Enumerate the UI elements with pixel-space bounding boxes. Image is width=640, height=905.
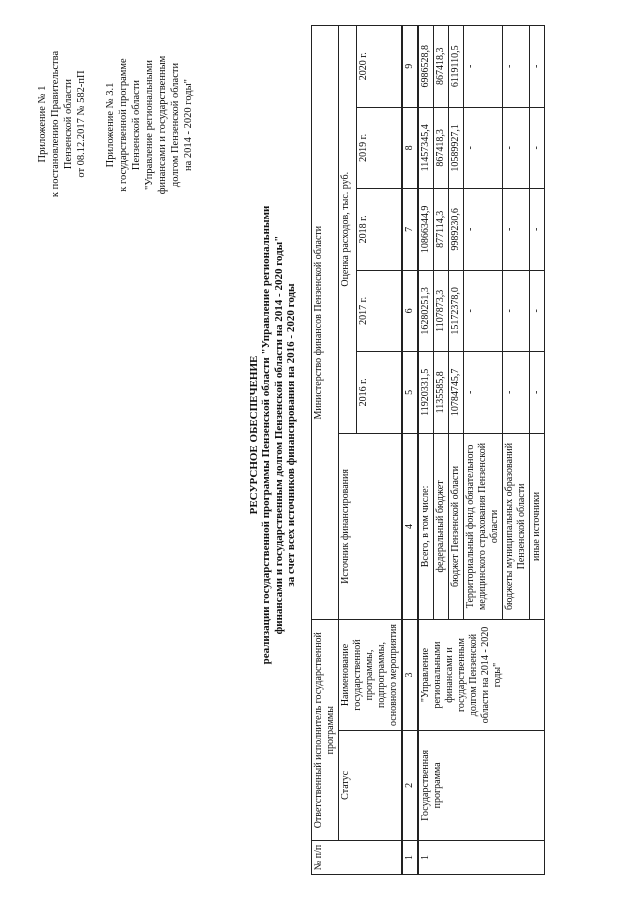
value-cell: 11457345,4	[418, 107, 434, 189]
col-status-header: Статус	[339, 730, 403, 840]
value-cell: -	[464, 107, 503, 189]
appendix-2-line: Приложение № 3.1	[105, 82, 116, 168]
appendix-2-line: финансами и государственным	[157, 55, 168, 195]
funding-source: бюджеты муниципальных образований Пензенской области	[503, 433, 530, 620]
value-cell: 6986528,8	[418, 26, 434, 108]
column-index-row	[402, 26, 418, 875]
appendix-2-line: "Управление региональными	[144, 60, 155, 190]
funding-source: Территориальный фонд обязательного медицинского страхования Пензенской области	[464, 433, 503, 620]
column-index: 1	[402, 841, 418, 875]
column-index: 2	[402, 730, 418, 840]
value-cell: 6119110,5	[449, 26, 464, 108]
value-cell: -	[503, 352, 530, 434]
appendix-1-block	[36, 29, 88, 219]
appendix-1-line: Пензенской области	[63, 78, 74, 170]
funding-source: иные источники	[530, 433, 545, 620]
appendix-1-line: от 08.12.2017 № 582-пП	[76, 70, 87, 178]
year-header: 2016 г.	[356, 352, 402, 434]
column-index: 4	[402, 433, 418, 620]
header-row-2	[339, 26, 357, 875]
value-cell: -	[503, 189, 530, 271]
value-cell: 15172378,0	[449, 270, 464, 352]
col-no-header: № п/п	[312, 841, 403, 875]
appendix-2-line: Пензенской области	[131, 79, 142, 171]
value-cell: -	[503, 270, 530, 352]
funding-source: федеральный бюджет	[434, 433, 449, 620]
funding-source: бюджет Пензенской области	[449, 433, 464, 620]
funding-source: Всего, в том числе:	[418, 433, 434, 620]
col-ministry-header: Министерство финансов Пензенской области	[312, 26, 339, 620]
value-cell: -	[530, 189, 545, 271]
appendix-2-line: на 2014 - 2020 годы"	[183, 79, 194, 171]
value-cell: 16280251,3	[418, 270, 434, 352]
value-cell: -	[503, 107, 530, 189]
title-line: реализации государственной программы Пензенской области "Управление региональными	[260, 205, 273, 665]
col-name-header: Наименование государственной программы, подпрограммы, основного мероприятия	[339, 620, 403, 730]
value-cell: 11920331,5	[418, 352, 434, 434]
year-header: 2018 г.	[356, 189, 402, 271]
column-index: 9	[402, 26, 418, 108]
column-index: 3	[402, 620, 418, 730]
title-line: РЕСУРСНОЕ ОБЕСПЕЧЕНИЕ	[248, 355, 260, 515]
value-cell: -	[464, 189, 503, 271]
value-cell: -	[503, 26, 530, 108]
document-title	[248, 115, 298, 755]
column-index: 6	[402, 270, 418, 352]
value-cell: 10866344,9	[418, 189, 434, 271]
row-number: 1	[418, 841, 545, 875]
value-cell: 10784745,7	[449, 352, 464, 434]
header-row-1	[312, 26, 339, 875]
col-estimate-header: Оценка расходов, тыс. руб.	[339, 26, 357, 434]
value-cell: 9989230,6	[449, 189, 464, 271]
value-cell: 1107873,3	[434, 270, 449, 352]
value-cell: 877114,3	[434, 189, 449, 271]
column-index: 8	[402, 107, 418, 189]
row-program-name: "Управление региональными финансами и государственным долгом Пензенской области на 2014 - 2020 годы"	[418, 620, 545, 730]
appendix-1-line: Приложение № 1	[37, 85, 48, 163]
value-cell: -	[530, 352, 545, 434]
appendix-2-line: долгом Пензенской области	[170, 62, 181, 188]
resource-table	[311, 25, 545, 875]
year-header: 2017 г.	[356, 270, 402, 352]
value-cell: -	[530, 270, 545, 352]
column-index: 7	[402, 189, 418, 271]
value-cell: -	[530, 26, 545, 108]
column-index: 5	[402, 352, 418, 434]
col-executor-header: Ответственный исполнитель государственной программы	[312, 620, 339, 841]
value-cell: -	[464, 26, 503, 108]
row-status: Государственная программа	[418, 730, 545, 840]
year-header: 2020 г.	[356, 26, 402, 108]
table-row	[418, 26, 434, 875]
title-line: финансами и государственным долгом Пензенской области на 2014 - 2020 годы"	[272, 235, 285, 635]
col-source-header: Источник финансирования	[339, 433, 403, 620]
value-cell: -	[464, 352, 503, 434]
appendix-2-line: к государственной программе	[118, 58, 129, 192]
value-cell: -	[464, 270, 503, 352]
value-cell: 867418,3	[434, 26, 449, 108]
value-cell: 867418,3	[434, 107, 449, 189]
value-cell: 1135585,8	[434, 352, 449, 434]
year-header: 2019 г.	[356, 107, 402, 189]
value-cell: 10589927,1	[449, 107, 464, 189]
value-cell: -	[530, 107, 545, 189]
title-line: за счет всех источников финансирования на 2016 - 2020 годы	[285, 283, 298, 587]
appendix-2-block	[104, 35, 195, 215]
appendix-1-line: к постановлению Правительства	[50, 50, 61, 198]
